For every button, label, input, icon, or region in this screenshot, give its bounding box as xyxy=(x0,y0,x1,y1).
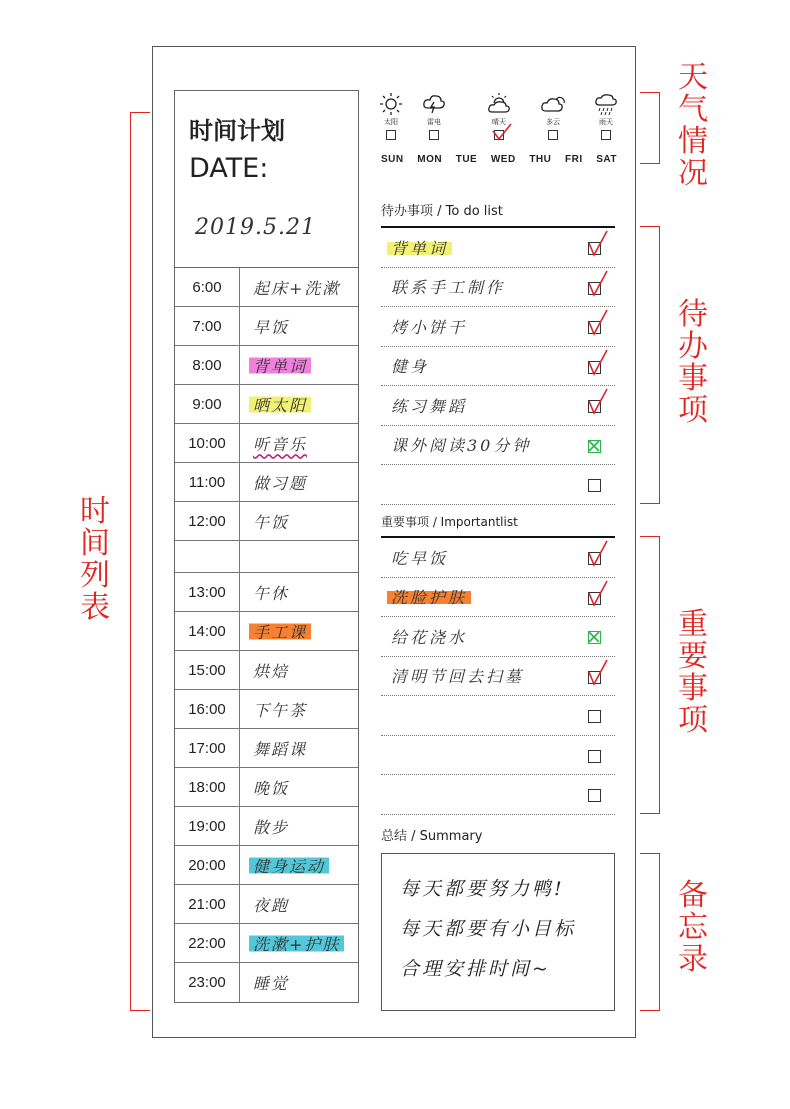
todo-item xyxy=(381,307,615,347)
todo-checkbox[interactable] xyxy=(588,282,601,295)
item-label xyxy=(387,706,395,725)
weekday-label[interactable]: THU xyxy=(529,154,552,165)
timelist-bracket xyxy=(130,112,150,1011)
important-item-text xyxy=(381,664,528,687)
time-cell: 17:00 xyxy=(175,729,240,767)
activity-cell[interactable] xyxy=(240,268,358,306)
schedule-row xyxy=(175,502,358,541)
schedule-row xyxy=(175,573,358,612)
important-item xyxy=(381,775,615,815)
activity-cell[interactable] xyxy=(240,924,358,962)
weather-rain-cloud xyxy=(590,92,622,140)
time-cell: 13:00 xyxy=(175,573,240,611)
activity-text: 洗漱+护肤 xyxy=(249,932,344,955)
weather-checkbox[interactable] xyxy=(601,130,611,140)
weather-label: 太阳 xyxy=(384,118,398,126)
todo-item-text xyxy=(381,236,452,259)
activity-text: 背单词 xyxy=(249,354,311,377)
weather-label: 雷电 xyxy=(427,118,441,126)
weekday-label[interactable]: FRI xyxy=(565,154,583,165)
weekday-label[interactable]: SUN xyxy=(381,154,404,165)
todo-item xyxy=(381,465,615,505)
schedule-row xyxy=(175,846,358,885)
activity-cell[interactable] xyxy=(240,463,358,501)
important-item xyxy=(381,696,615,736)
important-item-text xyxy=(381,546,452,569)
weather-sun xyxy=(375,92,407,140)
activity-cell[interactable] xyxy=(240,307,358,345)
item-label: 洗脸护肤 xyxy=(387,588,471,607)
weather-checkbox[interactable] xyxy=(429,130,439,140)
todo-checkbox[interactable] xyxy=(588,361,601,374)
activity-text: 晚饭 xyxy=(253,778,290,798)
activity-text: 做习题 xyxy=(253,473,308,493)
schedule-row xyxy=(175,807,358,846)
item-label: 课外阅读30分钟 xyxy=(391,436,532,456)
time-cell: 19:00 xyxy=(175,807,240,845)
activity-cell[interactable] xyxy=(240,346,358,384)
time-cell: 18:00 xyxy=(175,768,240,806)
weather-thunder-cloud xyxy=(418,92,450,140)
time-cell: 7:00 xyxy=(175,307,240,345)
schedule-row xyxy=(175,385,358,424)
important-list xyxy=(381,538,615,815)
weekday-label[interactable]: TUE xyxy=(455,154,478,165)
weekday-label[interactable]: SAT xyxy=(596,154,617,165)
cloudy-icon xyxy=(537,92,569,116)
todo-checkbox[interactable] xyxy=(588,400,601,413)
weekday-row xyxy=(381,154,617,165)
todo-item-text xyxy=(381,354,433,377)
thunder-cloud-icon xyxy=(418,92,450,116)
todo-bracket xyxy=(640,226,660,504)
important-checkbox[interactable] xyxy=(588,750,601,763)
summary-line: 合理安排时间~ xyxy=(400,958,551,980)
todo-item-text xyxy=(381,433,535,456)
important-checkbox[interactable] xyxy=(588,552,601,565)
timelist-annotation: 时间列表 xyxy=(80,494,110,625)
weather-cloudy xyxy=(537,92,569,140)
important-title: 重要事项 / Importantlist xyxy=(381,515,518,529)
activity-cell[interactable] xyxy=(240,729,358,767)
activity-text: 睡觉 xyxy=(253,974,290,993)
activity-cell[interactable] xyxy=(240,573,358,611)
schedule-row xyxy=(175,963,358,1002)
activity-cell[interactable] xyxy=(240,846,358,884)
activity-text: 听音乐 xyxy=(253,434,308,454)
important-checkbox[interactable] xyxy=(588,789,601,802)
important-item xyxy=(381,538,615,578)
item-label xyxy=(387,745,395,764)
activity-cell[interactable] xyxy=(240,768,358,806)
todo-item xyxy=(381,228,615,268)
weather-label: 雨天 xyxy=(599,118,613,126)
important-item xyxy=(381,578,615,618)
important-item-text xyxy=(381,745,395,764)
activity-cell[interactable] xyxy=(240,612,358,650)
schedule-rows xyxy=(175,268,358,1002)
time-cell: 8:00 xyxy=(175,346,240,384)
activity-cell[interactable] xyxy=(240,651,358,689)
schedule-row xyxy=(175,924,358,963)
item-label: 联系手工制作 xyxy=(391,278,506,298)
important-checkbox[interactable] xyxy=(588,710,601,723)
weather-annotation: 天气情况 xyxy=(678,60,708,191)
important-item xyxy=(381,736,615,776)
schedule-row xyxy=(175,346,358,385)
important-item-text xyxy=(381,706,395,725)
activity-text: 舞蹈课 xyxy=(253,739,308,759)
todo-item xyxy=(381,386,615,426)
important-item xyxy=(381,617,615,657)
time-cell: 6:00 xyxy=(175,268,240,306)
time-cell: 23:00 xyxy=(175,963,240,1002)
summary-line: 每天都要努力鸭! xyxy=(400,878,565,900)
schedule-row xyxy=(175,885,358,924)
activity-cell[interactable] xyxy=(240,963,358,1002)
schedule-row xyxy=(175,729,358,768)
todo-item-text xyxy=(381,315,471,338)
activity-text: 午饭 xyxy=(253,512,290,532)
todo-item-text xyxy=(381,475,395,494)
activity-text: 晒太阳 xyxy=(249,393,311,416)
important-item xyxy=(381,657,615,697)
todo-item-text xyxy=(381,275,509,298)
activity-cell[interactable] xyxy=(240,502,358,540)
summary-title: 总结 / Summary xyxy=(381,829,483,844)
weather-partly-sunny xyxy=(483,92,515,140)
schedule-title: 时间计划 xyxy=(189,117,285,145)
partly-sunny-icon xyxy=(483,92,515,116)
time-cell: 22:00 xyxy=(175,924,240,962)
time-cell: 12:00 xyxy=(175,502,240,540)
activity-cell[interactable] xyxy=(240,807,358,845)
time-cell xyxy=(175,541,240,572)
activity-cell[interactable] xyxy=(240,385,358,423)
activity-cell[interactable] xyxy=(240,885,358,923)
item-label xyxy=(387,475,395,494)
schedule-row xyxy=(175,651,358,690)
important-item-text xyxy=(381,585,471,608)
activity-cell[interactable] xyxy=(240,424,358,462)
schedule-row xyxy=(175,424,358,463)
item-label: 背单词 xyxy=(387,239,452,258)
activity-text: 下午茶 xyxy=(253,700,308,720)
important-checkbox[interactable] xyxy=(588,631,601,644)
item-label: 烤小饼干 xyxy=(391,317,468,337)
time-cell: 15:00 xyxy=(175,651,240,689)
todo-annotation: 待办事项 xyxy=(678,297,708,428)
summary-box xyxy=(381,853,615,1011)
sun-icon xyxy=(375,92,407,116)
memo-bracket xyxy=(640,853,660,1011)
activity-text: 起床+洗漱 xyxy=(253,278,341,298)
weather-label: 晴天 xyxy=(492,118,506,126)
todo-item xyxy=(381,347,615,387)
todo-item xyxy=(381,268,615,308)
schedule-row xyxy=(175,541,358,573)
schedule-row xyxy=(175,463,358,502)
summary-line: 每天都要有小目标 xyxy=(400,918,577,940)
activity-text: 健身运动 xyxy=(249,854,329,877)
schedule-header xyxy=(175,91,358,268)
todo-title: 待办事项 / To do list xyxy=(381,204,503,219)
activity-text: 夜跑 xyxy=(253,895,290,915)
activity-cell[interactable] xyxy=(240,690,358,728)
activity-text: 午休 xyxy=(253,583,290,603)
time-cell: 11:00 xyxy=(175,463,240,501)
todo-item-text xyxy=(381,394,471,417)
important-annotation: 重要事项 xyxy=(678,607,708,738)
todo-checkbox[interactable] xyxy=(588,321,601,334)
item-label: 给花浇水 xyxy=(391,627,468,647)
weather-checkbox[interactable] xyxy=(386,130,396,140)
time-cell: 16:00 xyxy=(175,690,240,728)
schedule-row xyxy=(175,612,358,651)
schedule-row xyxy=(175,690,358,729)
activity-cell[interactable] xyxy=(240,541,358,572)
schedule-row xyxy=(175,268,358,307)
date-value: 2019.5.21 xyxy=(195,215,316,240)
activity-text: 散步 xyxy=(253,817,290,837)
weekday-label[interactable]: WED xyxy=(490,154,516,165)
time-cell: 20:00 xyxy=(175,846,240,884)
item-label: 健身 xyxy=(391,357,430,377)
rain-cloud-icon xyxy=(590,92,622,116)
time-cell: 21:00 xyxy=(175,885,240,923)
item-label xyxy=(387,785,395,804)
important-bracket xyxy=(640,536,660,814)
activity-text: 手工课 xyxy=(249,620,311,643)
time-cell: 14:00 xyxy=(175,612,240,650)
todo-list xyxy=(381,228,615,505)
item-label: 清明节回去扫墓 xyxy=(391,667,525,687)
schedule-row xyxy=(175,307,358,346)
important-item-text xyxy=(381,785,395,804)
item-label: 吃早饭 xyxy=(391,548,449,568)
weather-checkbox[interactable] xyxy=(494,130,504,140)
memo-annotation: 备忘录 xyxy=(678,878,708,977)
weather-bracket xyxy=(640,92,660,164)
schedule-row xyxy=(175,768,358,807)
todo-checkbox[interactable] xyxy=(588,479,601,492)
todo-item xyxy=(381,426,615,466)
time-cell: 10:00 xyxy=(175,424,240,462)
todo-checkbox[interactable] xyxy=(588,440,601,453)
schedule-table xyxy=(174,90,359,1003)
weather-checkbox[interactable] xyxy=(548,130,558,140)
activity-text: 烘焙 xyxy=(253,661,290,681)
important-item-text xyxy=(381,625,471,648)
important-checkbox[interactable] xyxy=(588,671,601,684)
activity-text: 早饭 xyxy=(253,317,290,337)
important-checkbox[interactable] xyxy=(588,592,601,605)
item-label: 练习舞蹈 xyxy=(391,396,468,416)
todo-checkbox[interactable] xyxy=(588,242,601,255)
weekday-label[interactable]: MON xyxy=(417,154,443,165)
weather-label: 多云 xyxy=(546,118,560,126)
date-label: DATE: xyxy=(189,153,269,184)
time-cell: 9:00 xyxy=(175,385,240,423)
